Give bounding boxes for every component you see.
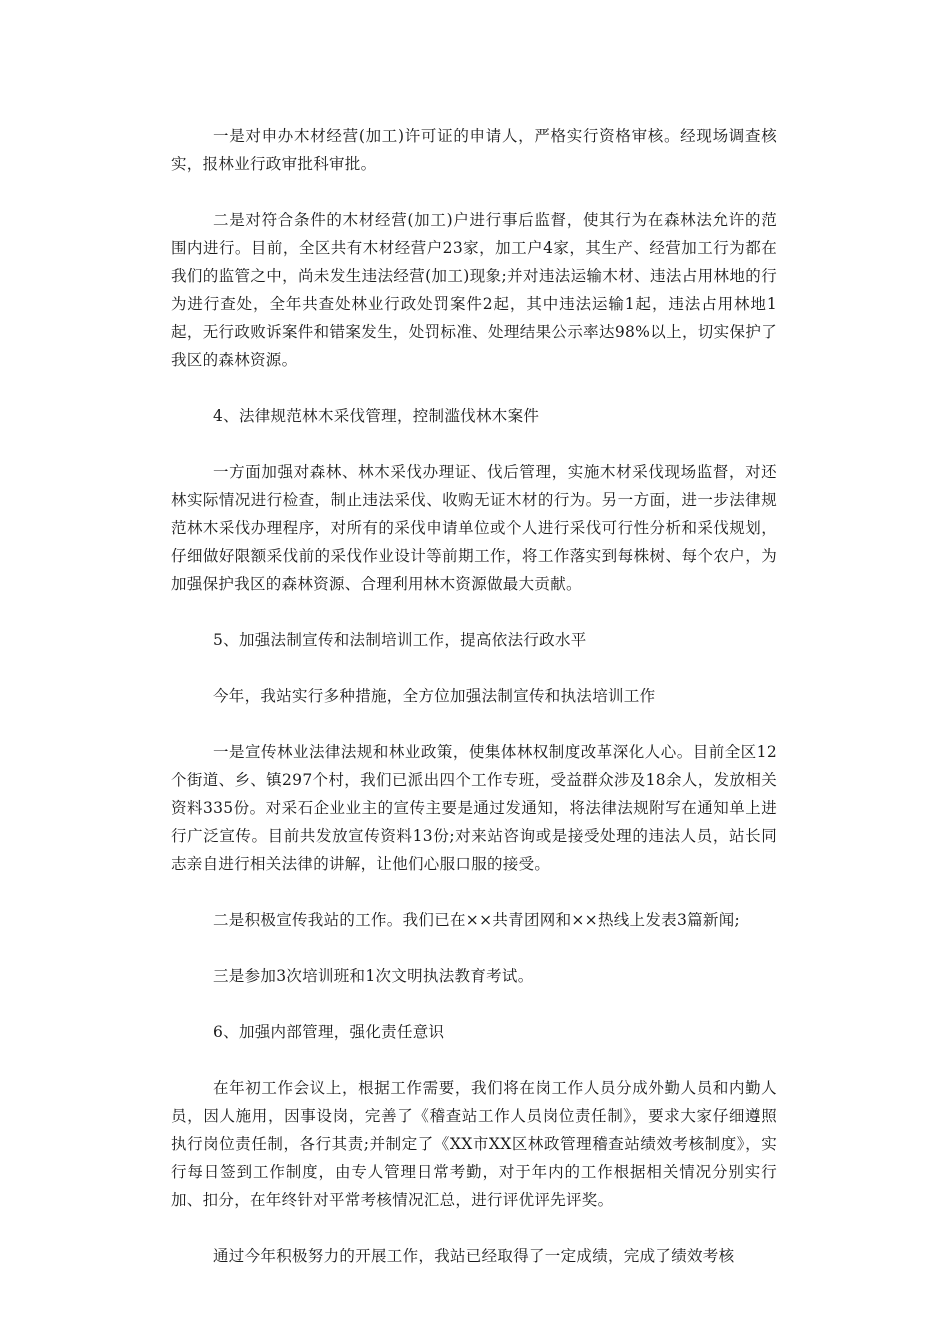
paragraph-logging-management: 一方面加强对森林、林木采伐办理证、伐后管理，实施木材采伐现场监督，对还林实际情况进行检查，制止违法采伐、收购无证木材的行为。另一方面，进一步法律规范林木采伐办理程序，对所有的采伐申请单位或个人进行采伐可行性分析和采伐规划，仔细做好限额采伐前的采伐作业设计等前期工作，将工作落实到每株树、每个农户，为加强保护我区的森林资源、合理利用林木资源做最大贡献。 <box>171 463 777 593</box>
section-heading-5: 5、加强法制宣传和法制培训工作，提高依法行政水平 <box>213 631 587 649</box>
section-heading-4: 4、法律规范林木采伐管理，控制滥伐林木案件 <box>213 407 540 425</box>
paragraph-law-publicity: 一是宣传林业法律法规和林业政策，使集体林权制度改革深化人心。目前全区12个街道、乡、镇297个村，我们已派出四个工作专班，受益群众涉及18余人，发放相关资料335份。对采石企业业主的宣传主要是通过发通知，将法律法规附写在通知单上进行广泛宣传。目前共发放宣传资料13份;对来站咨询或是接受处理的违法人员，站长同志亲自进行相关法律的讲解，让他们心服口服的接受。 <box>171 743 777 873</box>
document-body <box>171 122 777 1298</box>
paragraph-training-intro: 今年，我站实行多种措施，全方位加强法制宣传和执法培训工作 <box>213 687 656 705</box>
paragraph-news-publicity: 二是积极宣传我站的工作。我们已在××共青团网和××热线上发表3篇新闻; <box>213 911 741 929</box>
paragraph-post-supervision: 二是对符合条件的木材经营(加工)户进行事后监督，使其行为在森林法允许的范围内进行。目前，全区共有木材经营户23家，加工户4家，其生产、经营加工行为都在我们的监管之中，尚未发生违法经营(加工)现象;并对违法运输木材、违法占用林地的行为进行查处，全年共查处林业行政处罚案件2起，其中违法运输1起，违法占用林地1起，无行政败诉案件和错案发生，处罚标准、处理结果公示率达98%以上，切实保护了我区的森林资源。 <box>171 211 777 369</box>
paragraph-license-review: 一是对申办木材经营(加工)许可证的申请人，严格实行资格审核。经现场调查核实，报林业行政审批科审批。 <box>171 127 777 173</box>
paragraph-achievements: 通过今年积极努力的开展工作，我站已经取得了一定成绩，完成了绩效考核 <box>213 1247 735 1265</box>
section-heading-6: 6、加强内部管理，强化责任意识 <box>213 1023 445 1041</box>
paragraph-training-exam: 三是参加3次培训班和1次文明执法教育考试。 <box>213 967 534 985</box>
paragraph-internal-management: 在年初工作会议上，根据工作需要，我们将在岗工作人员分成外勤人员和内勤人员，因人施用，因事设岗，完善了《稽查站工作人员岗位责任制》，要求大家仔细遵照执行岗位责任制，各行其责;并制定了《XX市XX区林政管理稽查站绩效考核制度》，实行每日签到工作制度，由专人管理日常考勤，对于年内的工作根据相关情况分别实行加、扣分，在年终针对平常考核情况汇总，进行评优评先评奖。 <box>171 1079 777 1209</box>
